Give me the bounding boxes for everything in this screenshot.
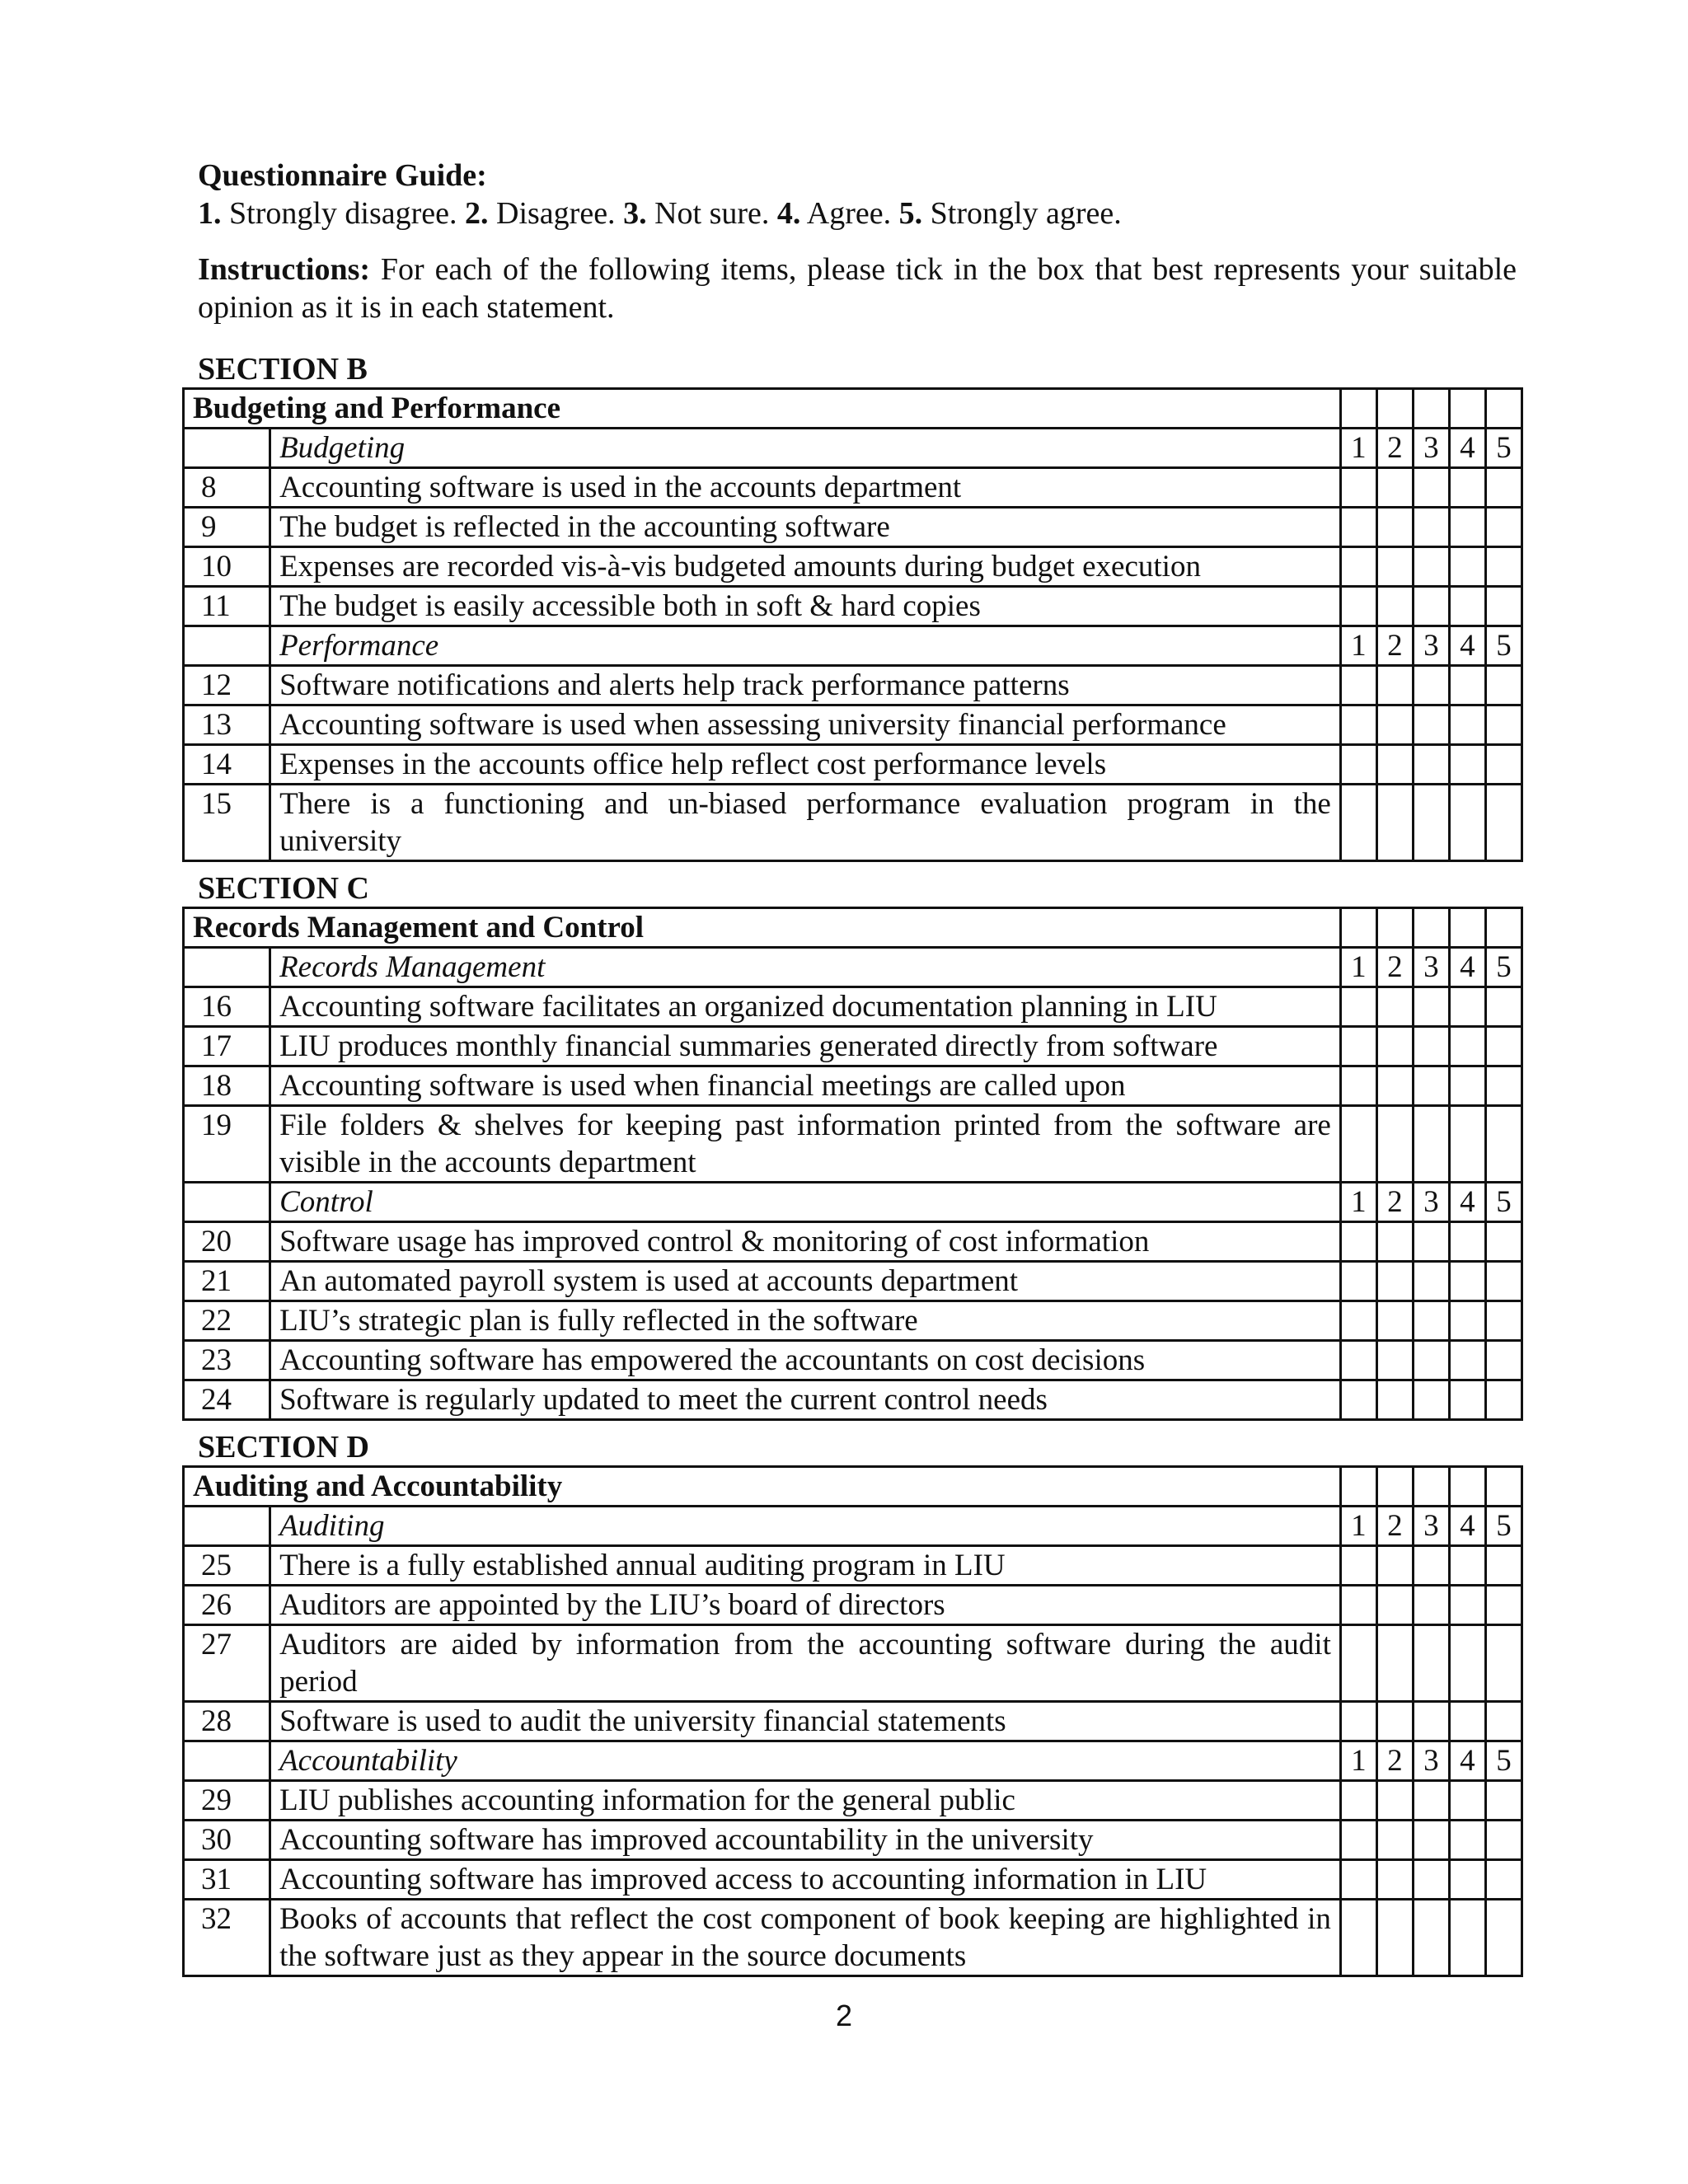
answer-box-4[interactable] (1449, 1781, 1485, 1821)
scale-header: 5 (1485, 1741, 1522, 1781)
answer-box-5[interactable] (1485, 1546, 1522, 1586)
instructions-text: For each of the following items, please tick in the box that best represents your suitable opinion as it is in each statement. (198, 252, 1517, 325)
answer-box-1[interactable] (1340, 1900, 1376, 1976)
question-text: Accounting software is used when assessing university financial performance (270, 705, 1341, 745)
answer-box-5[interactable] (1485, 745, 1522, 785)
question-text: There is a functioning and un-biased performance evaluation program in the university (270, 785, 1341, 861)
scale-header: 1 (1340, 1507, 1376, 1546)
answer-box-1[interactable] (1340, 1380, 1376, 1420)
answer-box-2[interactable] (1376, 1380, 1413, 1420)
answer-box-1[interactable] (1340, 1586, 1376, 1625)
scale-header: 1 (1340, 626, 1376, 666)
question-row (184, 987, 1522, 1027)
question-row (184, 1301, 1522, 1341)
question-row (184, 745, 1522, 785)
question-row (184, 666, 1522, 705)
question-text: LIU produces monthly financial summaries generated directly from software (270, 1027, 1341, 1066)
answer-box-2[interactable] (1376, 1860, 1413, 1900)
answer-box-3[interactable] (1413, 468, 1449, 508)
scale-header: 4 (1449, 948, 1485, 987)
answer-box-2[interactable] (1376, 1066, 1413, 1106)
answer-box-1[interactable] (1340, 1702, 1376, 1741)
answer-box-5[interactable] (1485, 666, 1522, 705)
question-number: 25 (184, 1546, 270, 1586)
question-row (184, 1066, 1522, 1106)
question-number: 17 (184, 1027, 270, 1066)
empty-cell (1340, 389, 1376, 429)
instructions (198, 251, 1517, 326)
answer-box-3[interactable] (1413, 1546, 1449, 1586)
answer-box-2[interactable] (1376, 587, 1413, 626)
answer-box-3[interactable] (1413, 547, 1449, 587)
guide-scale (198, 194, 1517, 232)
answer-box-3[interactable] (1413, 1106, 1449, 1183)
question-row (184, 1821, 1522, 1860)
scale-header: 4 (1449, 626, 1485, 666)
answer-box-4[interactable] (1449, 1222, 1485, 1262)
question-number: 15 (184, 785, 270, 861)
question-number: 21 (184, 1262, 270, 1301)
answer-box-5[interactable] (1485, 1860, 1522, 1900)
question-number: 12 (184, 666, 270, 705)
answer-box-2[interactable] (1376, 547, 1413, 587)
answer-box-4[interactable] (1449, 1546, 1485, 1586)
answer-box-3[interactable] (1413, 666, 1449, 705)
answer-box-5[interactable] (1485, 1027, 1522, 1066)
scale-header: 1 (1340, 948, 1376, 987)
scale-label: Disagree. (496, 196, 616, 231)
subsection-label: Auditing (270, 1507, 1341, 1546)
question-number: 20 (184, 1222, 270, 1262)
instructions-label: Instructions: (198, 252, 371, 287)
scale-header: 5 (1485, 1507, 1522, 1546)
empty-cell (184, 1741, 270, 1781)
page-number: 2 (835, 1999, 853, 2032)
question-number: 29 (184, 1781, 270, 1821)
answer-box-3[interactable] (1413, 785, 1449, 861)
question-text: The budget is reflected in the accounting software (270, 508, 1341, 547)
scale-header: 4 (1449, 429, 1485, 468)
answer-box-5[interactable] (1485, 1106, 1522, 1183)
answer-box-1[interactable] (1340, 666, 1376, 705)
question-row (184, 1341, 1522, 1380)
answer-box-5[interactable] (1485, 1380, 1522, 1420)
question-text: Expenses in the accounts office help reflect cost performance levels (270, 745, 1341, 785)
answer-box-5[interactable] (1485, 1262, 1522, 1301)
question-row (184, 1586, 1522, 1625)
question-text: Expenses are recorded vis-à-vis budgeted amounts during budget execution (270, 547, 1341, 587)
question-row (184, 547, 1522, 587)
answer-box-5[interactable] (1485, 1900, 1522, 1976)
questionnaire-table (182, 907, 1523, 1421)
question-text: There is a fully established annual auditing program in LIU (270, 1546, 1341, 1586)
table-header-row (184, 1467, 1522, 1507)
subsection-row (184, 948, 1522, 987)
answer-box-5[interactable] (1485, 1821, 1522, 1860)
answer-box-5[interactable] (1485, 587, 1522, 626)
answer-box-3[interactable] (1413, 1380, 1449, 1420)
answer-box-1[interactable] (1340, 1625, 1376, 1702)
question-row (184, 468, 1522, 508)
question-text: Books of accounts that reflect the cost component of book keeping are highlighted in the software just as they appear in the source documents (270, 1900, 1341, 1976)
answer-box-5[interactable] (1485, 1702, 1522, 1741)
question-number: 23 (184, 1341, 270, 1380)
answer-box-1[interactable] (1340, 1262, 1376, 1301)
question-row (184, 1027, 1522, 1066)
answer-box-1[interactable] (1340, 1860, 1376, 1900)
scale-header: 5 (1485, 948, 1522, 987)
scale-header: 4 (1449, 1507, 1485, 1546)
scale-header: 2 (1376, 948, 1413, 987)
answer-box-3[interactable] (1413, 1027, 1449, 1066)
answer-box-1[interactable] (1340, 587, 1376, 626)
answer-box-3[interactable] (1413, 1821, 1449, 1860)
question-row (184, 587, 1522, 626)
empty-cell (184, 948, 270, 987)
answer-box-3[interactable] (1413, 1702, 1449, 1741)
empty-cell (1376, 389, 1413, 429)
scale-header: 3 (1413, 1507, 1449, 1546)
answer-box-5[interactable] (1485, 508, 1522, 547)
answer-box-1[interactable] (1340, 508, 1376, 547)
scale-number: 4. (776, 196, 801, 231)
answer-box-5[interactable] (1485, 547, 1522, 587)
answer-box-3[interactable] (1413, 508, 1449, 547)
empty-cell (1413, 389, 1449, 429)
scale-header: 4 (1449, 1741, 1485, 1781)
answer-box-4[interactable] (1449, 666, 1485, 705)
question-number: 10 (184, 547, 270, 587)
guide-title: Questionnaire Guide: (198, 158, 487, 193)
scale-header: 4 (1449, 1183, 1485, 1222)
scale-label: Strongly disagree. (229, 196, 457, 231)
answer-box-1[interactable] (1340, 1821, 1376, 1860)
answer-box-4[interactable] (1449, 508, 1485, 547)
answer-box-2[interactable] (1376, 1781, 1413, 1821)
question-number: 18 (184, 1066, 270, 1106)
answer-box-5[interactable] (1485, 1625, 1522, 1702)
answer-box-1[interactable] (1340, 1222, 1376, 1262)
answer-box-5[interactable] (1485, 705, 1522, 745)
subsection-row (184, 1183, 1522, 1222)
answer-box-2[interactable] (1376, 1027, 1413, 1066)
question-row (184, 1702, 1522, 1741)
question-number: 19 (184, 1106, 270, 1183)
answer-box-3[interactable] (1413, 1341, 1449, 1380)
question-row (184, 1106, 1522, 1183)
subsection-label: Records Management (270, 948, 1341, 987)
answer-box-1[interactable] (1340, 1301, 1376, 1341)
question-text: Auditors are aided by information from the accounting software during the audit period (270, 1625, 1341, 1702)
answer-box-4[interactable] (1449, 1586, 1485, 1625)
question-number: 14 (184, 745, 270, 785)
answer-box-2[interactable] (1376, 1625, 1413, 1702)
answer-box-1[interactable] (1340, 705, 1376, 745)
question-row (184, 1222, 1522, 1262)
answer-box-4[interactable] (1449, 587, 1485, 626)
answer-box-2[interactable] (1376, 1821, 1413, 1860)
answer-box-3[interactable] (1413, 987, 1449, 1027)
subsection-label: Accountability (270, 1741, 1341, 1781)
answer-box-5[interactable] (1485, 1586, 1522, 1625)
question-text: Software is regularly updated to meet the current control needs (270, 1380, 1341, 1420)
question-number: 24 (184, 1380, 270, 1420)
answer-box-2[interactable] (1376, 785, 1413, 861)
question-row (184, 1380, 1522, 1420)
empty-cell (1449, 1467, 1485, 1507)
question-text: LIU publishes accounting information for the general public (270, 1781, 1341, 1821)
question-number: 8 (184, 468, 270, 508)
empty-cell (184, 429, 270, 468)
answer-box-4[interactable] (1449, 547, 1485, 587)
empty-cell (1449, 389, 1485, 429)
question-number: 27 (184, 1625, 270, 1702)
table-header-row (184, 389, 1522, 429)
answer-box-4[interactable] (1449, 987, 1485, 1027)
answer-box-5[interactable] (1485, 1781, 1522, 1821)
answer-box-4[interactable] (1449, 468, 1485, 508)
question-text: File folders & shelves for keeping past information printed from the software are visible in the accounts department (270, 1106, 1341, 1183)
empty-cell (1485, 389, 1522, 429)
scale-header: 2 (1376, 626, 1413, 666)
question-text: Accounting software has improved accountability in the university (270, 1821, 1341, 1860)
answer-box-2[interactable] (1376, 1900, 1413, 1976)
answer-box-2[interactable] (1376, 705, 1413, 745)
questionnaire-table (182, 1465, 1523, 1977)
question-number: 22 (184, 1301, 270, 1341)
answer-box-2[interactable] (1376, 1222, 1413, 1262)
question-row (184, 1625, 1522, 1702)
answer-box-1[interactable] (1340, 1781, 1376, 1821)
answer-box-3[interactable] (1413, 1301, 1449, 1341)
answer-box-2[interactable] (1376, 1546, 1413, 1586)
scale-header: 5 (1485, 626, 1522, 666)
subsection-label: Budgeting (270, 429, 1341, 468)
subsection-row (184, 626, 1522, 666)
scale-header: 3 (1413, 626, 1449, 666)
question-row (184, 705, 1522, 745)
answer-box-4[interactable] (1449, 1702, 1485, 1741)
table-header-row (184, 908, 1522, 948)
answer-box-2[interactable] (1376, 987, 1413, 1027)
answer-box-4[interactable] (1449, 1821, 1485, 1860)
questionnaire-guide (198, 157, 1517, 232)
subsection-label: Control (270, 1183, 1341, 1222)
empty-cell (184, 626, 270, 666)
answer-box-1[interactable] (1340, 1106, 1376, 1183)
answer-box-1[interactable] (1340, 468, 1376, 508)
answer-box-1[interactable] (1340, 1546, 1376, 1586)
scale-header: 3 (1413, 948, 1449, 987)
answer-box-4[interactable] (1449, 785, 1485, 861)
answer-box-2[interactable] (1376, 1702, 1413, 1741)
question-row (184, 785, 1522, 861)
scale-header: 1 (1340, 1741, 1376, 1781)
answer-box-4[interactable] (1449, 1341, 1485, 1380)
question-text: Accounting software has improved access to accounting information in LIU (270, 1860, 1341, 1900)
answer-box-3[interactable] (1413, 1586, 1449, 1625)
answer-box-3[interactable] (1413, 1625, 1449, 1702)
scale-header: 2 (1376, 429, 1413, 468)
empty-cell (1376, 1467, 1413, 1507)
answer-box-2[interactable] (1376, 666, 1413, 705)
answer-box-3[interactable] (1413, 1262, 1449, 1301)
question-text: Accounting software has empowered the accountants on cost decisions (270, 1341, 1341, 1380)
answer-box-3[interactable] (1413, 745, 1449, 785)
answer-box-4[interactable] (1449, 1900, 1485, 1976)
question-text: Software notifications and alerts help track performance patterns (270, 666, 1341, 705)
questionnaire-table (182, 387, 1523, 862)
question-text: Accounting software is used in the accounts department (270, 468, 1341, 508)
empty-cell (1485, 1467, 1522, 1507)
question-number: 28 (184, 1702, 270, 1741)
question-number: 31 (184, 1860, 270, 1900)
empty-cell (184, 1507, 270, 1546)
question-number: 11 (184, 587, 270, 626)
scale-header: 5 (1485, 1183, 1522, 1222)
answer-box-4[interactable] (1449, 745, 1485, 785)
answer-box-5[interactable] (1485, 1222, 1522, 1262)
scale-label: Strongly agree. (930, 196, 1122, 231)
question-number: 32 (184, 1900, 270, 1976)
scale-number: 3. (623, 196, 647, 231)
scale-number: 1. (198, 196, 222, 231)
question-row (184, 508, 1522, 547)
empty-cell (1485, 908, 1522, 948)
answer-box-5[interactable] (1485, 785, 1522, 861)
answer-box-2[interactable] (1376, 1586, 1413, 1625)
answer-box-2[interactable] (1376, 1301, 1413, 1341)
answer-box-4[interactable] (1449, 1066, 1485, 1106)
answer-box-3[interactable] (1413, 1781, 1449, 1821)
answer-box-1[interactable] (1340, 547, 1376, 587)
empty-cell (1376, 908, 1413, 948)
question-row (184, 1262, 1522, 1301)
question-text: Accounting software is used when financial meetings are called upon (270, 1066, 1341, 1106)
scale-header: 2 (1376, 1507, 1413, 1546)
answer-box-4[interactable] (1449, 1380, 1485, 1420)
question-number: 30 (184, 1821, 270, 1860)
answer-box-5[interactable] (1485, 468, 1522, 508)
answer-box-4[interactable] (1449, 1262, 1485, 1301)
answer-box-3[interactable] (1413, 705, 1449, 745)
subsection-row (184, 1741, 1522, 1781)
answer-box-2[interactable] (1376, 508, 1413, 547)
answer-box-5[interactable] (1485, 1341, 1522, 1380)
subsection-row (184, 429, 1522, 468)
question-number: 13 (184, 705, 270, 745)
question-text: An automated payroll system is used at accounts department (270, 1262, 1341, 1301)
question-text: Software is used to audit the university financial statements (270, 1702, 1341, 1741)
scale-number: 2. (465, 196, 489, 231)
scale-header: 1 (1340, 1183, 1376, 1222)
answer-box-5[interactable] (1485, 987, 1522, 1027)
scale-header: 2 (1376, 1183, 1413, 1222)
answer-box-3[interactable] (1413, 1066, 1449, 1106)
question-row (184, 1546, 1522, 1586)
answer-box-1[interactable] (1340, 745, 1376, 785)
answer-box-4[interactable] (1449, 1106, 1485, 1183)
scale-header: 3 (1413, 1183, 1449, 1222)
answer-box-1[interactable] (1340, 785, 1376, 861)
question-text: Software usage has improved control & monitoring of cost information (270, 1222, 1341, 1262)
answer-box-4[interactable] (1449, 1625, 1485, 1702)
section-title: SECTION B (198, 352, 368, 387)
section-title: SECTION C (198, 871, 369, 906)
table-heading: Budgeting and Performance (184, 389, 1341, 429)
question-row (184, 1900, 1522, 1976)
scale-header: 3 (1413, 429, 1449, 468)
empty-cell (1413, 1467, 1449, 1507)
question-row (184, 1860, 1522, 1900)
empty-cell (1413, 908, 1449, 948)
subsection-row (184, 1507, 1522, 1546)
answer-box-4[interactable] (1449, 1301, 1485, 1341)
answer-box-2[interactable] (1376, 745, 1413, 785)
scale-header: 3 (1413, 1741, 1449, 1781)
scale-header: 2 (1376, 1741, 1413, 1781)
answer-box-5[interactable] (1485, 1301, 1522, 1341)
question-text: LIU’s strategic plan is fully reflected in the software (270, 1301, 1341, 1341)
answer-box-2[interactable] (1376, 468, 1413, 508)
subsection-label: Performance (270, 626, 1341, 666)
scale-label: Agree. (806, 196, 892, 231)
question-text: Accounting software facilitates an organized documentation planning in LIU (270, 987, 1341, 1027)
answer-box-3[interactable] (1413, 1222, 1449, 1262)
answer-box-5[interactable] (1485, 1066, 1522, 1106)
answer-box-3[interactable] (1413, 1860, 1449, 1900)
answer-box-1[interactable] (1340, 987, 1376, 1027)
empty-cell (1340, 1467, 1376, 1507)
table-heading: Auditing and Accountability (184, 1467, 1341, 1507)
answer-box-3[interactable] (1413, 587, 1449, 626)
answer-box-4[interactable] (1449, 1860, 1485, 1900)
answer-box-2[interactable] (1376, 1341, 1413, 1380)
answer-box-2[interactable] (1376, 1106, 1413, 1183)
answer-box-3[interactable] (1413, 1900, 1449, 1976)
answer-box-2[interactable] (1376, 1262, 1413, 1301)
empty-cell (1340, 908, 1376, 948)
answer-box-1[interactable] (1340, 1341, 1376, 1380)
answer-box-1[interactable] (1340, 1066, 1376, 1106)
scale-number: 5. (898, 196, 923, 231)
question-text: Auditors are appointed by the LIU’s board of directors (270, 1586, 1341, 1625)
question-number: 16 (184, 987, 270, 1027)
empty-cell (1449, 908, 1485, 948)
answer-box-4[interactable] (1449, 1027, 1485, 1066)
scale-header: 1 (1340, 429, 1376, 468)
table-heading: Records Management and Control (184, 908, 1341, 948)
answer-box-4[interactable] (1449, 705, 1485, 745)
question-row (184, 1781, 1522, 1821)
answer-box-1[interactable] (1340, 1027, 1376, 1066)
question-number: 26 (184, 1586, 270, 1625)
empty-cell (184, 1183, 270, 1222)
section-title: SECTION D (198, 1430, 369, 1465)
question-text: The budget is easily accessible both in soft & hard copies (270, 587, 1341, 626)
scale-header: 5 (1485, 429, 1522, 468)
scale-label: Not sure. (654, 196, 770, 231)
question-number: 9 (184, 508, 270, 547)
